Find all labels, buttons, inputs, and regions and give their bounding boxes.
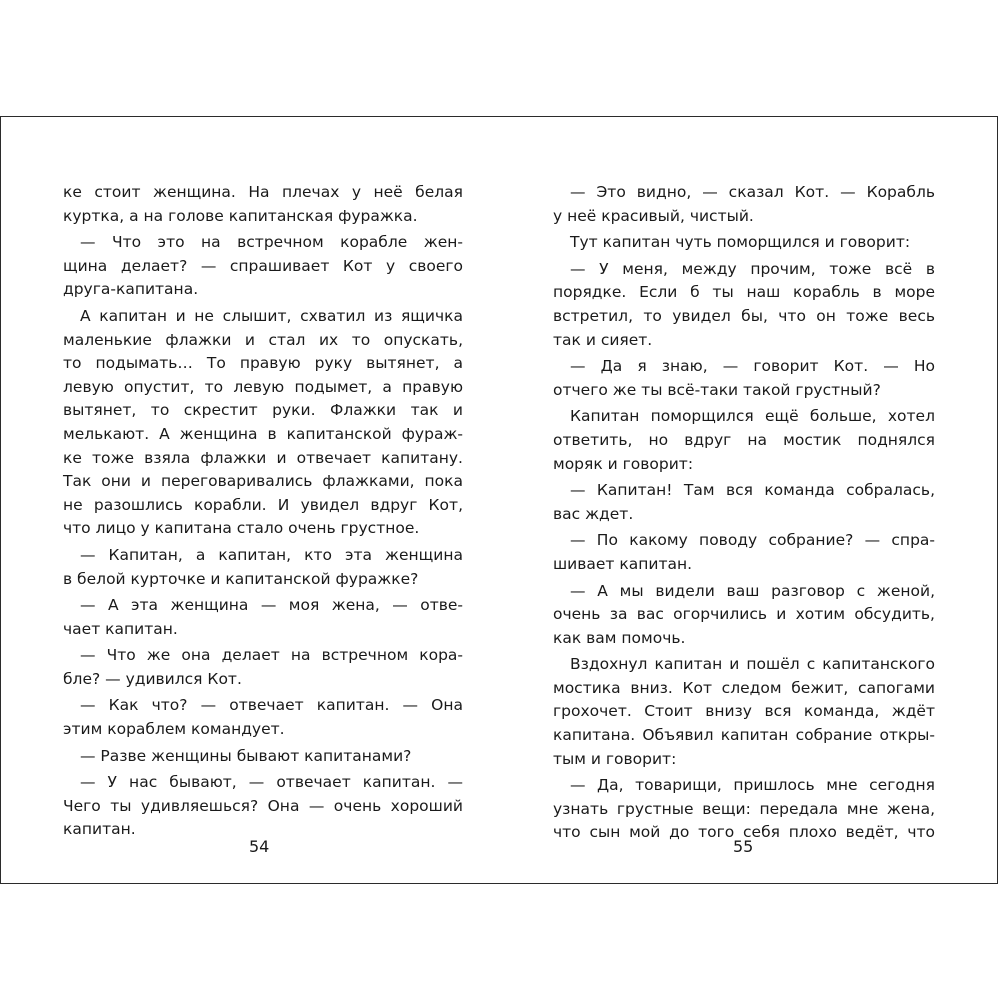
text-line: капитана. Объявил капитан собрание откры- [553, 726, 935, 745]
text-line: то подымать… То правую руку вытянет, а [63, 354, 463, 373]
text-line: — Это видно, — сказал Кот. — Корабль [570, 183, 935, 201]
text-line: — Как что? — отвечает капитан. — Она [80, 696, 463, 715]
text-line: шивает капитан. [553, 554, 693, 573]
text-line: мостика вниз. Кот следом бежит, сапогами [553, 678, 935, 697]
text-line: Так они и переговаривались флажками, пока [63, 472, 463, 491]
text-line: узнать грустные вещи: передала мне жена, [553, 799, 935, 818]
text-line: — Что это на встречном корабле жен- [80, 233, 463, 252]
text-line: ке стоит женщина. На плечах у неё белая [63, 183, 463, 201]
text-line: — По какому поводу собрание? — спра- [570, 531, 935, 550]
text-line: — Капитан, а капитан, кто эта женщина [80, 545, 463, 564]
text-line: куртка, а на голове капитанская фуражка. [63, 206, 418, 225]
book-spread [0, 116, 998, 884]
text-line: ке тоже взяла флажки и отвечает капитану. [63, 448, 463, 467]
text-line: — У меня, между прочим, тоже всё в [570, 259, 935, 278]
text-line: левую опустит, то левую подымет, а правую [63, 377, 463, 396]
text-line: — Да, товарищи, пришлось мне сегодня [570, 776, 935, 795]
text-line: в белой курточке и капитанской фуражке? [63, 569, 419, 588]
text-line: маленькие флажки и стал их то опускать, [63, 330, 463, 349]
text-line: бле? — удивился Кот. [63, 669, 242, 688]
text-line: А капитан и не слышит, схватил из ящичка [80, 306, 463, 325]
text-line: чает капитан. [63, 619, 178, 638]
text-line: грохочет. Стоит внизу вся команда, ждёт [553, 702, 935, 721]
text-line: встретил, то увидел бы, что он тоже весь [553, 306, 935, 325]
page-number-right: 55 [733, 837, 754, 856]
left-page-text [63, 181, 463, 842]
text-line: этим кораблем командует. [63, 720, 285, 739]
text-line: ответить, но вдруг на мостик поднялся [553, 430, 935, 449]
text-line: у неё красивый, чистый. [553, 206, 754, 225]
text-line: Чего ты удивляешься? Она — очень хороший [63, 796, 463, 815]
text-line: так и сияет. [553, 330, 653, 349]
text-line: Тут капитан чуть поморщился и говорит: [570, 233, 911, 252]
text-line: что лицо у капитана стало очень грустное. [63, 519, 420, 538]
text-line: — Разве женщины бывают капитанами? [80, 746, 412, 765]
text-line: порядке. Если б ты наш корабль в море [553, 283, 935, 302]
text-line: моряк и говорит: [553, 454, 694, 473]
text-line: вытянет, то скрестит руки. Флажки так и [63, 401, 463, 420]
text-line: щина делает? — спрашивает Кот у своего [63, 256, 463, 275]
text-line: — У нас бывают, — отвечает капитан. — [80, 773, 463, 792]
text-line: Вздохнул капитан и пошёл с капитанского [570, 655, 935, 674]
right-page-text [553, 181, 935, 845]
text-line: не разошлись корабли. И увидел вдруг Кот, [63, 495, 463, 514]
text-line: тым и говорит: [553, 749, 677, 768]
text-line: — А эта женщина — моя жена, — отве- [80, 596, 463, 615]
text-line: как вам помочь. [553, 628, 686, 647]
text-line: мелькают. А женщина в капитанской фураж- [63, 424, 463, 443]
text-line: что сын мой до того себя плохо ведёт, что [553, 823, 935, 842]
text-line: — Капитан! Там вся команда собралась, [570, 481, 935, 500]
text-line: капитан. [63, 820, 136, 839]
text-line: отчего же ты всё-таки такой грустный? [553, 380, 881, 399]
page-number-left: 54 [249, 837, 270, 856]
text-line: — Что же она делает на встречном кора- [80, 646, 463, 665]
text-line: Капитан поморщился ещё больше, хотел [570, 407, 935, 426]
text-line: очень за вас огорчились и хотим обсудить, [553, 605, 935, 624]
text-line: вас ждет. [553, 504, 634, 523]
text-line: друга-капитана. [63, 280, 199, 299]
text-line: — А мы видели ваш разговор с женой, [570, 581, 935, 600]
text-line: — Да я знаю, — говорит Кот. — Но [570, 357, 935, 376]
